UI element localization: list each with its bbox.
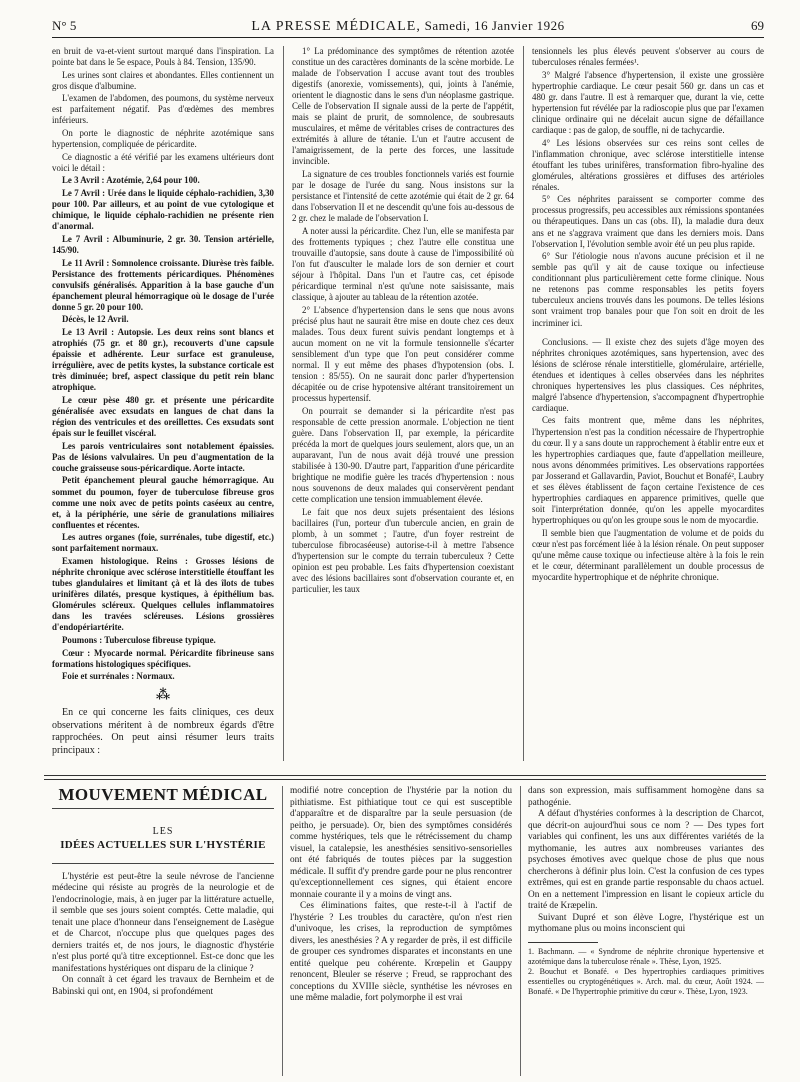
paragraph: L'examen de l'abdomen, des poumons, du système nerveux est parfaitement négatif. Pas d'œdèmes des membres inférieurs. (52, 93, 274, 126)
paragraph: Les urines sont claires et abondantes. Elles contiennent un gros disque d'albumine. (52, 69, 274, 91)
paragraph: en bruit de va-et-vient surtout marqué dans l'inspiration. La pointe bat dans le 5e espace, Pouls à 84. Tension, 135/90. (52, 46, 274, 68)
page-header (52, 18, 764, 38)
paragraph: En ce qui concerne les faits cliniques, ces deux observations méritent à de nombreux égards d'être rapprochées. On peut ainsi résumer leurs traits principaux : (52, 707, 274, 756)
paragraph: Les parois ventriculaires sont notablement épaissies. Pas de lésions valvulaires. Un peu d'augmentation de la couche graisseuse sous-péricardique. Aorte intacte. (52, 440, 274, 473)
footnote: 2. Bouchut et Bonafé. « Des hypertrophies cardiaques primitives essentielles ou cryptogénétiques ». Arch. mal. du cœur, Août 1924. — Bonafé. « De l'hypertrophie primitive du cœur ». Thèse, Lyon, 1923. (528, 966, 764, 996)
bottom-column-1 (52, 786, 274, 1082)
paragraph: Examen histologique. Reins : Grosses lésions de néphrite chronique avec sclérose interstitielle étouffant les tubes glandulaires et limitant çà et là des îlots de tubes urinifères dilatés, presque kystiques, à épithélium bas. Glomérules scléreux. Quelques cellules inflammatoires dans les travées scléreuses. Lésions grossières d'endopériartérite. (52, 555, 274, 633)
issue-date: Samedi, 16 Janvier 1926 (424, 18, 565, 33)
footnote-rule (528, 942, 598, 943)
paragraph: Le 11 Avril : Somnolence croissante. Diurèse très faible. Persistance des frottements péricardiques. Phénomènes convulsifs généralisés. Apparition à la base gauche d'un épanchement pleural hémorragique où le dosage de l'urée donne 5 gr. 20 pour 100. (52, 257, 274, 312)
article-continued (52, 46, 764, 768)
column-divider (520, 786, 521, 1076)
issue-number: N° 5 (52, 18, 77, 33)
column-divider (523, 46, 524, 761)
paragraph: Décès, le 12 Avril. (62, 314, 129, 325)
column-divider (283, 46, 284, 761)
section-rule (44, 775, 766, 780)
paragraph: 4° Les lésions observées sur ces reins sont celles de l'inflammation chronique, avec sclérose interstitielle intense étouffant les tubes urinifères, transformation fibro-hyaline des glomérules, altérations grossières et diffuses des artérioles rénales. (532, 137, 764, 192)
column-1 (52, 46, 274, 768)
page-number: 69 (751, 18, 764, 33)
paragraph: A noter aussi la péricardite. Chez l'un, elle se manifesta par des frottements typiques ; chez l'autre elle constitua une trouvaille d'autopsie, sans doute à cause de l'impossibilité où l'on fut d'ausculter le malade lors de son dernier et court séjour à l'hôpital. Dans l'un et l'autre cas, cet épisode péricardique terminal n'est qu'une note saisissante, mais classique, à ajouter au tableau de la rétention azotée. (292, 225, 514, 303)
paragraph: 6° Sur l'étiologie nous n'avons aucune précision et il ne semble pas qu'il y ait de cause toxique ou infectieuse conditionnant plus particulièrement cette forme clinique. Nous ne retenons pas comme responsables les petits foyers tuberculeux anciens trouvés dans les poumons. De telles lésions sont vraiment trop banales pour que l'on soit en droit de les incriminer ici. (532, 251, 764, 328)
paragraph: On porte le diagnostic de néphrite azotémique sans hypertension, compliquée de péricardite. (52, 128, 274, 150)
paragraph: Ce diagnostic a été vérifié par les examens ultérieurs dont voici le détail : (52, 151, 274, 173)
paragraph: dans son expression, mais suffisamment homogène dans sa pathogénie. (528, 786, 764, 808)
section-title: MOUVEMENT MÉDICAL (52, 789, 274, 809)
paragraph: Cœur : Myocarde normal. Péricardite fibrineuse sans formations histologiques spécifiques. (52, 647, 274, 669)
bottom-column-2 (290, 786, 512, 1082)
paragraph: 5° Ces néphrites paraissent se comporter comme des processus progressifs, peu accessibles aux rémissions spontanées ou thérapeutiques. Dans un cas (obs. II), la maladie dura deux ans et ne s'aggrava vraiment que dans les derniers mois. Dans l'observation I, l'évolution semble avoir été un peu plus rapide. (532, 194, 764, 249)
paragraph: Le cœur pèse 480 gr. et présente une péricardite généralisée avec exsudats en langues de chat dans la région des ventricules et des oreillettes. Ces exsudats sont épais sur le feuillet viscéral. (52, 394, 274, 439)
paragraph: L'hystérie est peut-être la seule névrose de l'ancienne médecine qui résiste au progrès de la neurologie et de l'endocrinologie, mais, à en juger par la littérature actuelle, il semble que ses jours soient comptés. Cette maladie, qui tenait une place d'honneur dans l'enseignement de Lasègue et de Charcot, n'occupe plus que quelques pages des derniers traités et, de nos jours, le diagnostic d'hystérie n'est plus porté qu'à titre exceptionnel. Est-ce donc que les manifestations hystériques ont disparu de la clinique ? (52, 871, 274, 974)
running-title (52, 18, 764, 35)
paragraph: La signature de ces troubles fonctionnels variés est fournie par le dosage de l'urée du sang. Nous insistons sur la persistance et l'intensité de cette azotémie qui était de 2 gr. 64 dans l'observation II et ne descendit qu'une fois au-dessous de 2 gr. chez le malade de l'observation I. (292, 169, 514, 224)
column-3 (532, 46, 764, 768)
paragraph: 2° L'absence d'hypertension dans le sens que nous avons précisé plus haut ne saurait être mise en doute chez ces deux malades. Tous deux furent suivis pendant longtemps et à aucun moment on ne vit la formule tensionnelle s'écarter sensiblement d'un type que l'on peut considérer comme normal. Il y eut même des phases d'hypotension (obs. I. tension : 85/55). On ne saurait donc parler d'hypertension décapitée ou de crise hypotensive altérant transitoirement un processus hypertensif. (292, 304, 514, 404)
column-2 (292, 46, 514, 768)
column-divider (282, 786, 283, 1076)
paragraph: Ces éliminations faites, que reste-t-il à l'actif de l'hystérie ? Les troubles du caractère, qu'on n'est rien d'univoque, les crises, la reproduction de symptômes divers, les anesthésies ? A y regarder de près, il est difficile de grouper ces syndromes disparates et inconstants en une entité quelque peu cohérente. Krœpelin et Gauppy renoncent, Bleuler se réserve ; Freud, se rapprochant des conceptions du XVIIIe siècle, synthétise les névroses en une même maladie, fort polymorphe il est vrai (290, 901, 512, 1003)
paragraph: tensionnels les plus élevés peuvent s'observer au cours de tuberculoses rénales fermées¹. (532, 46, 764, 68)
paragraph: 3° Malgré l'absence d'hypertension, il existe une grossière hypertrophie cardiaque. Le cœur pesait 560 gr. dans un cas et 480 gr. dans l'autre. Il est à remarquer que, durant la vie, cette hypertension fut révélée par la radioscopie plus que par l'examen clinique ordinaire qui ne décelait aucun signe de défaillance cardiaque : pas de galop, de souffle, ni de tachycardie. (532, 69, 764, 135)
paragraph: Le fait que nos deux sujets présentaient des lésions bacillaires (l'un, porteur d'un tubercule ancien, en grain de plomb, à un sommet ; l'autre, d'un foyer restreint de tuberculose fibrocaséeuse) autorise-t-il à mettre l'absence d'hypertension sur le compte du terrain tuberculeux ? Cette opinion est peu probable. Les faits d'hypertension coexistant avec des lésions bacillaires sont d'observation courante et, en particulier, les taux (292, 506, 514, 595)
paragraph: Le 3 Avril : Azotémie, 2,64 pour 100. (62, 175, 200, 186)
paragraph: Le 7 Avril : Urée dans le liquide céphalo-rachidien, 3,30 pour 100. Par ailleurs, et au point de vue cytologique et chimique, le liquide céphalo-rachidien ne présente rien d'anormal. (52, 188, 274, 232)
paragraph: On connaît à cet égard les travaux de Bernheim et de Babinski qui ont, en 1904, si profondément (52, 975, 274, 997)
paragraph: Ces faits montrent que, même dans les néphrites, l'hypertension n'est pas la condition nécessaire de l'hypertrophie du cœur. Il y a sans doute un rapprochement à établir entre eux et les hypertrophies cardiaques que, faute d'appellation meilleure, nous avons dénommées primitives. Les observations rapportées par Josserand et Gallavardin, Paviot, Bouchut et Bonafé², Laubry et ses élèves établissent de façon certaine l'existence de ces hypertrophies cardiaques en apparence primitives, quelle que soit l'interprétation donnée, qu'on les appelle myocardites hypertrophiques ou qu'on les groupe sous le nom de myocardie. (532, 415, 764, 525)
paragraph: On pourrait se demander si la péricardite n'est pas responsable de cette pression anormale. L'objection ne tient guère. Dans l'observation II, par exemple, la péricardite précéda la mort de quelques jours seulement, alors que, un an auparavant, l'un de nous avait déjà trouvé une pression stabilisée à 130-90. D'autre part, l'apparition d'une péricardite brightique ne modifie guère les tracés d'hypertension : nous nous souvenons de deux malades qui conservèrent pendant cette complication une tension immuablement élevée. (292, 405, 514, 505)
paragraph: Il semble bien que l'augmentation de volume et de poids du cœur n'est pas forcément liée à la lésion rénale. On peut supposer qu'une même cause toxique ou infectieuse altère à la fois le rein et le cœur, déterminant parallèlement un double processus de myocardite hypertrophique et de néphrite chronique. (532, 527, 764, 582)
paragraph: Poumons : Tuberculose fibreuse typique. (62, 634, 216, 645)
article-kicker: LES (152, 825, 174, 837)
paragraph: Petit épanchement pleural gauche hémorragique. Au sommet du poumon, foyer de tuberculose fibreuse gros comme une noix avec de petits points caséeux au centre, et, à la périphérie, une série de granulations miliaires confluentes et récentes. (52, 475, 274, 530)
journal-name: LA PRESSE MÉDICALE, (251, 19, 421, 34)
paragraph: 1° La prédominance des symptômes de rétention azotée constitue un des caractères dominants de la scène morbide. Le malade de l'observation I accuse avant tout des troubles digestifs (anorexie, vomissements), qui, joints à l'anémie, orientent le diagnostic dans le sens d'un néoplasme gastrique. Celle de l'observation II signale aussi de la perte de l'appétit, mais se plaint de prurit, de somnolence, de soubresauts musculaires, et même de véritables crises de contractures des extrémités à allure de tétanie. L'un et l'autre accusent de l'amaigrissement, de la perte des forces, une lassitude invincible. (292, 46, 514, 167)
bottom-column-3 (528, 786, 764, 1082)
article-title: IDÉES ACTUELLES SUR L'HYSTÉRIE (52, 840, 274, 864)
paragraph: Le 7 Avril : Albuminurie, 2 gr. 30. Tension artérielle, 145/90. (52, 233, 274, 255)
section-separator: ⁂ (155, 688, 171, 704)
paragraph: Foie et surrénales : Normaux. (62, 671, 175, 682)
footnote: 1. Bachmann. — « Syndrome de néphrite chronique hypertensive et azotémique dans la tuberculose rénale ». Thèse, Lyon, 1925. (528, 946, 764, 966)
paragraph: Le 13 Avril : Autopsie. Les deux reins sont blancs et atrophiés (75 gr. et 80 gr.), recouverts d'une capsule épaissie et adhérente. Leur surface est granuleuse, irrégulière, avec de petits kystes, la substance corticale est très diminuée; bref, aspect classique du petit rein blanc atrophique. (52, 327, 274, 393)
paragraph: A défaut d'hystéries conformes à la description de Charcot, que décrit-on aujourd'hui sous ce nom ? — Des types fort variables qui confinent, les uns aux différentes variétés de la mythomanie, les autres aux nombreuses variantes des psychoses émotives avec quelque chose de plus que nous chercherons à définir plus loin. C'est la confusion de ces types extrêmes, qui est en grande partie responsable du chaos actuel. On en a nettement l'impression en lisant le copieux article du traité de Kræpelin. (528, 809, 764, 911)
paragraph: Les autres organes (foie, surrénales, tube digestif, etc.) sont parfaitement normaux. (52, 532, 274, 554)
mouvement-medical-section (52, 786, 764, 1082)
paragraph: Suivant Dupré et son élève Logre, l'hystérique est un mythomane plus ou moins inconscient qui (528, 912, 764, 934)
conclusions-paragraph: Conclusions. — Il existe chez des sujets d'âge moyen des néphrites chroniques azotémiques, sans hypertension, avec des lésions de sclérose rénale interstitielle, glomérulaire, artérielle, étendues et identiques à celles observées dans les néphrites chroniques hypertensives les plus classiques. Ces néphrites, malgré l'absence d'hypertension, s'accompagnent d'hypertrophie cardiaque. (532, 336, 764, 413)
paragraph: modifié notre conception de l'hystérie par la notion du pithiatisme. Est pithiatique tout ce qui est susceptible d'apparaître et de disparaître par la seule persuasion (de peitho, je persuade). Or, bien des symptômes considérés comme hystériques, tels que le rétrécissement du champ visuel, la catalepsie, les anesthésies sensitivo-sensorielles ont été fabriqués de toutes pièces par la suggestion médicale. Il suffit d'y prendre garde pour ne plus rencontrer qu'exceptionnellement ces signes, qui étaient encore monnaie courante il y a moins de vingt ans. (290, 786, 512, 900)
